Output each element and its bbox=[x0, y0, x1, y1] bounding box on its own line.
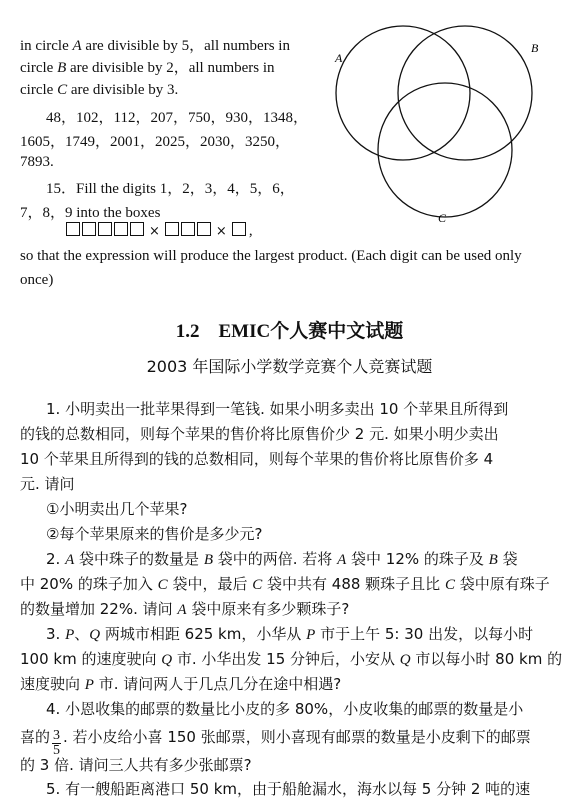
circle-a bbox=[336, 26, 470, 160]
var: B bbox=[203, 552, 213, 568]
question-1-line: 10 个苹果且所得到的钱的总数相同，则每个苹果的售价将比原售价多 4 bbox=[20, 450, 494, 468]
section-title: 1.2 EMIC个人赛中文试题 bbox=[175, 321, 404, 342]
number-list-line: 48，102，112，207，750，930，1348， bbox=[46, 110, 308, 126]
text-span: 袋中原有珠子 bbox=[454, 575, 550, 593]
text-span: 的数量增加 22%. 请问 bbox=[20, 600, 178, 618]
text-span: are divisible by 2，all numbers in bbox=[66, 60, 275, 76]
var: A bbox=[337, 552, 347, 568]
var: C bbox=[157, 577, 168, 593]
text-span: 两城市相距 625 km，小华从 bbox=[100, 625, 307, 643]
problem-15-text: once) bbox=[20, 272, 54, 288]
text-span: 袋中，最后 bbox=[167, 575, 253, 593]
digit-box bbox=[66, 222, 80, 236]
times-sign: × bbox=[149, 224, 160, 239]
var-a: A bbox=[72, 38, 82, 54]
venn-diagram bbox=[325, 22, 575, 237]
text-span: 3. bbox=[46, 625, 66, 643]
question-5-line: 5. 有一艘船距离港口 50 km，由于船舱漏水，海水以每 5 分钟 2 吨的速 bbox=[46, 780, 531, 798]
text-span: are divisible by 3. bbox=[67, 82, 179, 98]
text-span: are divisible by 5，all numbers in bbox=[81, 38, 290, 54]
var: Q bbox=[89, 627, 101, 643]
question-1-line: 1. 小明卖出一批苹果得到一笔钱. 如果小明多卖出 10 个苹果且所得到 bbox=[46, 400, 509, 418]
text-span: 喜的 bbox=[20, 728, 51, 746]
text-span: 速度驶向 bbox=[20, 675, 85, 693]
problem-15-text: so that the expression will produce the largest product. (Each digit can be used only bbox=[20, 248, 522, 264]
venn-label-a: A bbox=[335, 51, 343, 65]
question-1-line: 的钱的总数相同，则每个苹果的售价将比原售价少 2 元. 如果小明少卖出 bbox=[20, 425, 499, 443]
question-1-line: 元. 请问 bbox=[20, 475, 75, 493]
question-4-line: 的 3 倍. 请问三人共有多少张邮票? bbox=[20, 756, 252, 774]
problem-14-text bbox=[20, 36, 290, 56]
text-span: 2. bbox=[46, 550, 66, 568]
text-span: 市于上午 5: 30 出发，以每小时 bbox=[315, 625, 534, 643]
section-subtitle: 2003 年国际小学数学竞赛个人竞赛试题 bbox=[146, 357, 433, 376]
var: P bbox=[306, 627, 316, 643]
number-list-line: 7893. bbox=[20, 154, 54, 170]
digit-box bbox=[98, 222, 112, 236]
venn-label-c: C bbox=[438, 211, 447, 225]
var-c: C bbox=[57, 82, 68, 98]
var: A bbox=[177, 602, 187, 618]
digit-box bbox=[114, 222, 128, 236]
digit-box bbox=[130, 222, 144, 236]
text-span: 市. 请问两人于几点几分在途中相遇? bbox=[93, 675, 342, 693]
circle-c bbox=[378, 83, 512, 217]
var-b: B bbox=[57, 60, 67, 76]
question-3-line bbox=[20, 648, 562, 669]
text-span: circle bbox=[20, 82, 58, 98]
digit-box bbox=[232, 222, 246, 236]
digit-box bbox=[197, 222, 211, 236]
question-2-line bbox=[20, 573, 550, 594]
digit-box bbox=[181, 222, 195, 236]
question-2-line bbox=[46, 548, 518, 569]
text-span: . 若小皮给小喜 150 张邮票，则小喜现有邮票的数量是小皮剩下的邮票 bbox=[63, 728, 531, 746]
question-3-line bbox=[20, 673, 341, 694]
text-span: 袋中珠子的数量是 bbox=[74, 550, 204, 568]
var: Q bbox=[399, 652, 411, 668]
fraction-numerator: 3 bbox=[53, 728, 61, 743]
var: B bbox=[488, 552, 498, 568]
text-span: 市以每小时 80 km 的 bbox=[410, 650, 563, 668]
var: C bbox=[444, 577, 455, 593]
text-span: 袋中原来有多少颗珠子? bbox=[186, 600, 350, 618]
problem-14-text bbox=[20, 80, 178, 100]
text-span: 市. 小华出发 15 分钟后，小安从 bbox=[172, 650, 400, 668]
var: C bbox=[252, 577, 263, 593]
text-span: 袋中的两倍. 若将 bbox=[212, 550, 338, 568]
digit-boxes-expression: × × , bbox=[66, 222, 253, 240]
venn-label-b: B bbox=[531, 41, 539, 55]
var: A bbox=[65, 552, 75, 568]
text-span: 中 20% 的珠子加入 bbox=[20, 575, 158, 593]
fraction-denominator: 5 bbox=[53, 743, 61, 758]
times-sign: × bbox=[215, 224, 227, 239]
text-span: circle bbox=[20, 60, 58, 76]
number-list-line: 1605，1749，2001，2025，2030，3250， bbox=[20, 134, 291, 150]
text-span: 、 bbox=[74, 625, 90, 643]
problem-14-text bbox=[20, 58, 275, 78]
question-1-subitem: ②每个苹果原来的售价是多少元? bbox=[46, 525, 263, 543]
var: P bbox=[65, 627, 75, 643]
text-span: 100 km 的速度驶向 bbox=[20, 650, 162, 668]
problem-15-text: 7，8，9 into the boxes bbox=[20, 205, 161, 221]
text-span: 袋 bbox=[497, 550, 518, 568]
question-2-line bbox=[20, 598, 349, 619]
question-3-line bbox=[46, 623, 533, 644]
circle-b bbox=[398, 26, 532, 160]
question-4-line: 4. 小恩收集的邮票的数量比小皮的多 80%，小皮收集的邮票的数量是小 bbox=[46, 700, 524, 718]
question-1-subitem: ①小明卖出几个苹果? bbox=[46, 500, 188, 518]
text-span: 袋中共有 488 颗珠子且比 bbox=[262, 575, 445, 593]
digit-box bbox=[165, 222, 179, 236]
digit-box bbox=[82, 222, 96, 236]
var: Q bbox=[161, 652, 173, 668]
text-span: in circle bbox=[20, 38, 73, 54]
text-span: 袋中 12% 的珠子及 bbox=[346, 550, 489, 568]
var: P bbox=[84, 677, 94, 693]
problem-15-text: 15．Fill the digits 1，2，3，4，5，6， bbox=[46, 181, 295, 197]
